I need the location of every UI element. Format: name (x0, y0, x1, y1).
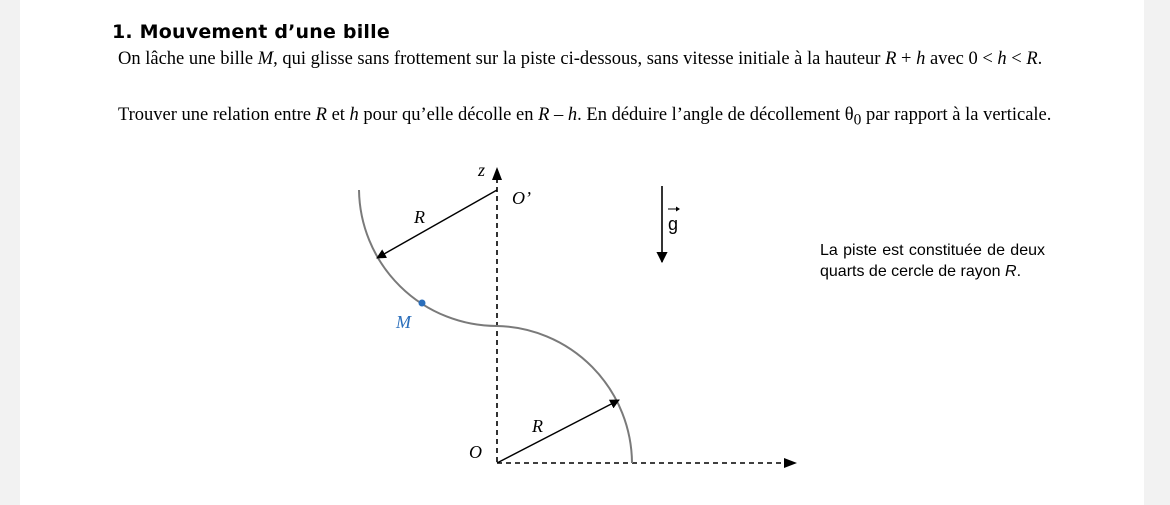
z-axis-arrowhead (492, 167, 502, 180)
radius-arrow-top (377, 190, 497, 258)
section-title: 1. Mouvement d’une bille (112, 21, 390, 43)
label-g-vector-tip (676, 207, 680, 212)
text-run: avec 0 < (925, 49, 998, 69)
bead-M (419, 300, 426, 307)
track-upper-arc (359, 190, 497, 326)
text-run: La piste est constituée de deux quarts de cercle de rayon (820, 242, 1045, 280)
var-h: h (997, 49, 1007, 69)
text-run: < (1006, 49, 1027, 69)
text-run: pour qu’elle décolle en (358, 105, 539, 125)
label-R-bottom: R (532, 416, 543, 436)
radius-arrow-bottom (497, 400, 619, 463)
track-lower-arc (497, 326, 632, 463)
text-run: . En déduire l’angle de décollement θ (577, 105, 854, 125)
var-M: M (257, 49, 274, 69)
text-run: + (896, 49, 917, 69)
diagram-caption (820, 240, 1045, 282)
text-run: par rapport à la verticale. (861, 105, 1052, 125)
text-run: . (1037, 49, 1043, 69)
text-run: et (326, 105, 350, 125)
x-axis-arrowhead (784, 458, 797, 468)
label-R-top: R (414, 207, 425, 227)
label-O-prime: O’ (512, 188, 531, 208)
var-R: R (538, 105, 550, 125)
label-z: z (478, 160, 486, 180)
var-h: h (567, 105, 578, 125)
var-R: R (1026, 49, 1038, 69)
text-run: . (1016, 263, 1022, 280)
var-R: R (315, 105, 327, 125)
subscript-zero: 0 (853, 111, 862, 129)
var-R: R (885, 49, 897, 69)
text-run: – (549, 105, 568, 125)
var-R: R (1005, 263, 1017, 280)
text-run: On lâche une bille (118, 49, 258, 69)
document-page (20, 0, 1144, 505)
label-O: O (469, 442, 482, 462)
text-run: , qui glisse sans frottement sur la piste ci-dessous, sans vitesse initiale à la hauteur (273, 49, 886, 69)
var-h: h (916, 49, 926, 69)
text-run: Trouver une relation entre (118, 105, 316, 125)
var-h: h (349, 105, 359, 125)
label-g: g (668, 214, 679, 234)
label-M: M (396, 312, 411, 332)
